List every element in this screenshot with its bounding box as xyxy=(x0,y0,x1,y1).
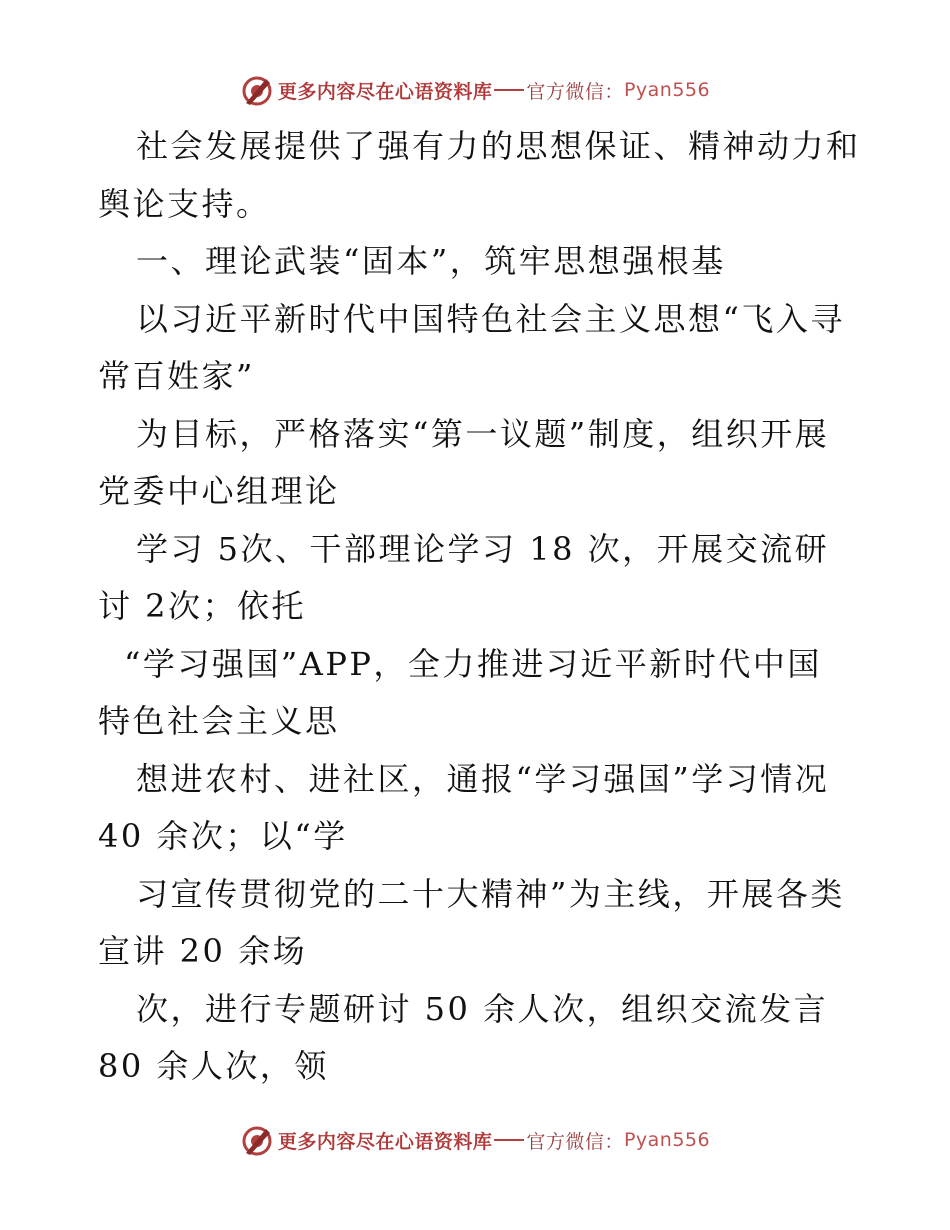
body-line: 为目标，严格落实“第一议题”制度，组织开展 xyxy=(136,414,830,453)
section-heading: 一、理论武装“固本”，筑牢思想强根基 xyxy=(136,242,726,280)
body-line: 讨 2次；依托 xyxy=(98,587,307,625)
footer-watermark xyxy=(0,1120,950,1160)
footer-wechat-id: Pyan556 xyxy=(623,1129,711,1151)
footer-official-label: 官方微信： xyxy=(526,1130,624,1153)
body-line: 80 余人次，领 xyxy=(98,1047,329,1085)
footer-dash xyxy=(494,1139,524,1141)
header-watermark xyxy=(0,70,950,110)
quill-logo-icon xyxy=(240,73,274,107)
body-line: 以习近平新时代中国特色社会主义思想“飞入寻 xyxy=(136,299,845,338)
header-official-label: 官方微信： xyxy=(526,80,624,103)
header-brand-text: 更多内容尽在心语资料库 xyxy=(277,80,493,103)
header-wechat-id: Pyan556 xyxy=(623,79,711,101)
body-line: 学习 5次、干部理论学习 18 次，开展交流研 xyxy=(136,529,830,568)
body-line: 宣讲 20 余场 xyxy=(98,932,308,970)
header-dash xyxy=(494,89,524,91)
body-line: 40 余次；以“学 xyxy=(98,817,348,855)
body-line: 常百姓家” xyxy=(98,357,255,395)
body-line: 舆论支持。 xyxy=(98,184,271,223)
quill-logo-icon xyxy=(240,1123,274,1157)
footer-brand-text: 更多内容尽在心语资料库 xyxy=(277,1130,493,1153)
body-line: 次，进行专题研讨 50 余人次，组织交流发言 xyxy=(136,989,829,1028)
body-line: 特色社会主义思 xyxy=(98,702,340,740)
body-line: 社会发展提供了强有力的思想保证、精神动力和 xyxy=(136,127,861,165)
body-line: 习宣传贯彻党的二十大精神”为主线，开展各类 xyxy=(136,874,845,913)
body-line: “学习强国”APP，全力推进习近平新时代中国 xyxy=(124,644,822,683)
body-line: 党委中心组理论 xyxy=(98,472,340,510)
body-line: 想进农村、进社区，通报“学习强国”学习情况 xyxy=(136,759,830,798)
document-body xyxy=(98,118,868,1096)
